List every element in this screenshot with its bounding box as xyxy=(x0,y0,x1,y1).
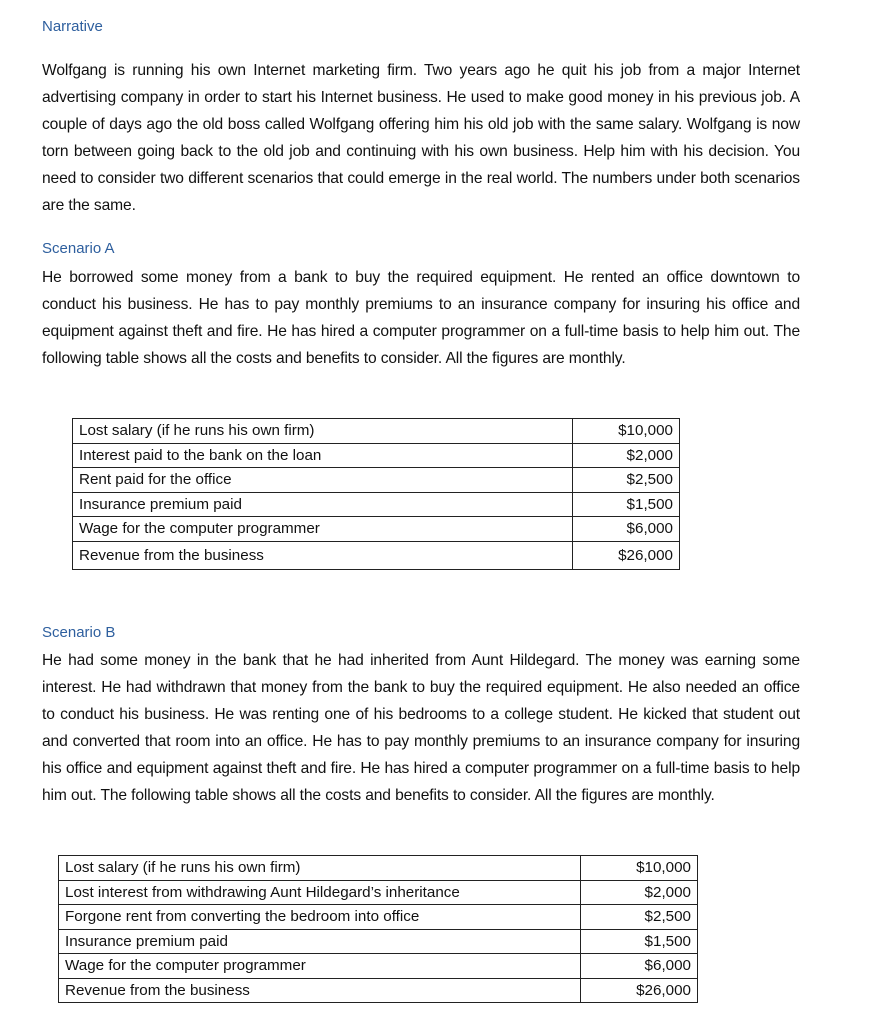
narrative-paragraph: Wolfgang is running his own Internet marketing firm. Two years ago he quit his job from a major Internet advertising company in order to start his Internet business. He used to make good money in his previous job. A couple of days ago the old boss called Wolfgang offering him his old job with the same salary. Wolfgang is now torn between going back to the old job and continuing with his own business. Help him with his decision. You need to consider two different scenarios that could emerge in the real world. The numbers under both scenarios are the same. xyxy=(42,62,800,214)
row-label: Insurance premium paid xyxy=(73,492,573,517)
table-row xyxy=(73,541,680,569)
row-amount: $6,000 xyxy=(581,954,698,979)
row-amount: $10,000 xyxy=(573,419,680,444)
table-row xyxy=(59,929,698,954)
row-label: Lost salary (if he runs his own firm) xyxy=(59,856,581,881)
row-amount: $26,000 xyxy=(581,978,698,1003)
row-label: Lost interest from withdrawing Aunt Hildegard’s inheritance xyxy=(59,880,581,905)
scenario-a-paragraph: He borrowed some money from a bank to buy the required equipment. He rented an office downtown to conduct his business. He has to pay monthly premiums to an insurance company for insuring his office and equipment against theft and fire. He has hired a computer programmer on a full-time basis to help him out. The following table shows all the costs and benefits to consider. All the figures are monthly. xyxy=(42,269,800,367)
scenario-b-cost-table xyxy=(58,855,698,1003)
scenario-a-heading: Scenario A xyxy=(42,240,115,257)
row-label: Revenue from the business xyxy=(59,978,581,1003)
table-row xyxy=(73,517,680,542)
table-row xyxy=(59,856,698,881)
row-amount: $6,000 xyxy=(573,517,680,542)
table-row xyxy=(73,492,680,517)
row-amount: $2,000 xyxy=(581,880,698,905)
row-label: Wage for the computer programmer xyxy=(59,954,581,979)
narrative-heading: Narrative xyxy=(42,18,103,35)
row-label: Wage for the computer programmer xyxy=(73,517,573,542)
row-label: Revenue from the business xyxy=(73,541,573,569)
table-row xyxy=(59,905,698,930)
table-row xyxy=(73,468,680,493)
row-amount: $1,500 xyxy=(581,929,698,954)
row-label: Forgone rent from converting the bedroom into office xyxy=(59,905,581,930)
table-row xyxy=(73,443,680,468)
row-amount: $2,000 xyxy=(573,443,680,468)
row-amount: $1,500 xyxy=(573,492,680,517)
row-label: Insurance premium paid xyxy=(59,929,581,954)
row-label: Interest paid to the bank on the loan xyxy=(73,443,573,468)
row-label: Lost salary (if he runs his own firm) xyxy=(73,419,573,444)
row-amount: $10,000 xyxy=(581,856,698,881)
table-row xyxy=(59,954,698,979)
scenario-b-heading: Scenario B xyxy=(42,624,116,641)
scenario-b-paragraph: He had some money in the bank that he had inherited from Aunt Hildegard. The money was earning some interest. He had withdrawn that money from the bank to buy the required equipment. He also needed an office to conduct his business. He was renting one of his bedrooms to a college student. He kicked that student out and converted that room into an office. He has to pay monthly premiums to an insurance company for insuring his office and equipment against theft and fire. He has hired a computer programmer on a full-time basis to help him out. The following table shows all the costs and benefits to consider. All the figures are monthly. xyxy=(42,652,800,804)
table-row xyxy=(59,880,698,905)
table-row xyxy=(59,978,698,1003)
row-label: Rent paid for the office xyxy=(73,468,573,493)
row-amount: $2,500 xyxy=(581,905,698,930)
table-row xyxy=(73,419,680,444)
scenario-a-cost-table xyxy=(72,418,680,570)
row-amount: $26,000 xyxy=(573,541,680,569)
row-amount: $2,500 xyxy=(573,468,680,493)
